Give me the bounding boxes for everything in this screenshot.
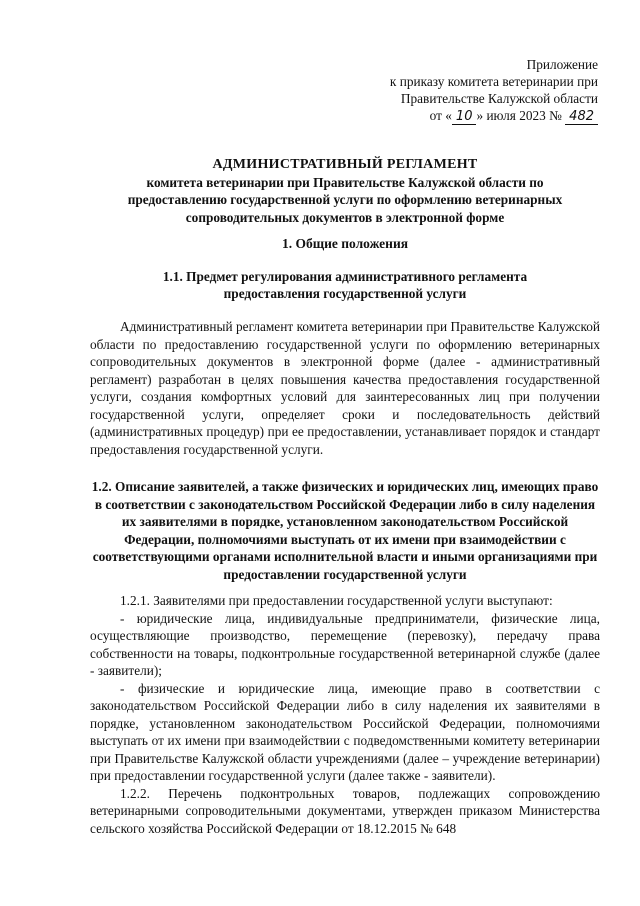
appendix-date-line xyxy=(390,107,598,125)
title-line-2: комитета ветеринарии при Правительстве Калужской области по xyxy=(146,174,544,190)
appendix-line-2: к приказу комитета ветеринарии при xyxy=(389,74,598,89)
handwritten-number: 482 xyxy=(565,109,598,125)
appendix-line-3: Правительстве Калужской области xyxy=(400,91,598,106)
document-title xyxy=(90,156,600,226)
appendix-header xyxy=(390,56,598,125)
appendix-line-1: Приложение xyxy=(526,57,598,72)
paragraph-1-text: Административный регламент комитета ветеринарии при Правительстве Калужской области по предоставлению государственной услуги по оформлению ветеринарных сопроводительных документов в электронной форме (далее - административный регламент) разработан в целях повышения качества предоставления государственной услуги, создания комфортных условий для заинтересованных лиц при получении государственной услуги, определяет сроки и последовательность действий (административных процедур) при ее предоставлении, устанавливает порядок и стандарт предоставления государственной услуги. xyxy=(90,319,600,457)
title-line-3: предоставлению государственной услуги по оформлению ветеринарных xyxy=(127,192,563,207)
subsection-1-1-line-2: предоставления государственной услуги xyxy=(223,286,467,301)
subsection-heading-1-1 xyxy=(90,268,600,302)
title-main: АДМИНИСТРАТИВНЫЙ РЕГЛАМЕНТ xyxy=(212,157,478,172)
handwritten-day: 10 xyxy=(452,109,477,125)
title-line-4: сопроводительных документов в электронной форме xyxy=(185,209,505,225)
subsection-heading-1-2: 1.2. Описание заявителей, а также физических и юридических лиц, имеющих право в соответствии с законодательством Российской Федерации либо в силу наделения их заявителями в порядке, установленном законодательством Российской Федерации, полномочиями выступать от их имени при взаимодействии с соответствующими органами исполнительной власти и иными организациями при предоставлении государственной услуги xyxy=(91,479,599,582)
subsection-1-1-line-1: 1.1. Предмет регулирования административного регламента xyxy=(162,269,528,284)
paragraph-applicants xyxy=(90,592,600,837)
paragraph-bullet-2: - физические и юридические лица, имеющие право в соответствии с законодательством Российской Федерации либо в силу наделения их заявителями в порядке, установленном законодательством Российской Федерации, полномочиями выступать от их имени при взаимодействии с подведомственными комитету ветеринарии при Правительстве Калужской области учреждениями (далее – учреждение ветеринарии) при предоставлении государственной услуги (далее также - заявители). xyxy=(90,680,600,783)
paragraph-intro xyxy=(90,318,600,458)
paragraph-1-2-2: 1.2.2. Перечень подконтрольных товаров, подлежащих сопровождению ветеринарными сопроводительными документами, утвержден приказом Министерства сельского хозяйства Российской Федерации от 18.12.2015 № 648 xyxy=(90,785,600,836)
date-middle: » июля 2023 № xyxy=(476,108,562,123)
date-prefix: от « xyxy=(429,108,452,123)
paragraph-1-2-1: 1.2.1. Заявителями при предоставлении государственной услуги выступают: xyxy=(120,593,553,608)
paragraph-bullet-1: - юридические лица, индивидуальные предприниматели, физические лица, осуществляющие производство, перемещение (перевозку), передачу права собственности на товары, подконтрольные государственной ветеринарной службе (далее - заявители); xyxy=(90,610,600,678)
section-heading-1: 1. Общие положения xyxy=(281,236,409,251)
